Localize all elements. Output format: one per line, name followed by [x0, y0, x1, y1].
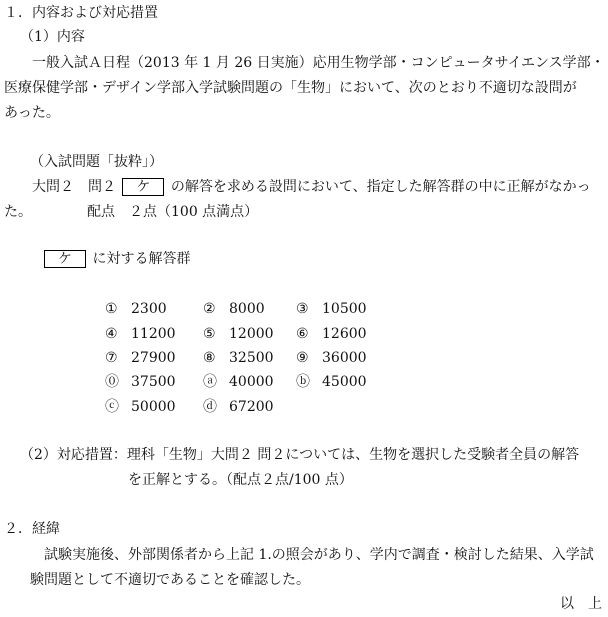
- question-line2: た。: [4, 204, 32, 220]
- sub2-line2: を正解とする。（配点２点/100 点）: [128, 472, 353, 488]
- sub1-heading: （1）内容: [20, 29, 85, 45]
- answer-choice: ⑨ 36000: [296, 350, 367, 366]
- question-suffix: の解答を求める設問において、指定した解答群の中に正解がなかっ: [170, 179, 591, 195]
- answer-choice: ⑥ 12600: [296, 326, 367, 342]
- answer-choice: ⑤ 12000: [203, 326, 274, 342]
- answer-choice: ⓑ 45000: [296, 374, 367, 390]
- answer-choice: ⓐ 40000: [203, 374, 274, 390]
- para1-line1: 一般入試Ａ日程（2013 年 1 月 26 日実施）応用生物学部・コンピュータサイエンス学部・: [32, 55, 605, 71]
- section1-heading: １．内容および対応措置: [4, 5, 158, 21]
- question-points: 配点 ２点（100 点満点）: [87, 204, 259, 220]
- answer-choice: ③ 10500: [296, 301, 367, 317]
- answer-choice: ⓒ 50000: [105, 399, 176, 415]
- question-prefix: 大問２ 問２: [32, 179, 116, 195]
- answer-choice: ⑦ 27900: [105, 350, 176, 366]
- answer-choice: ⑧ 32500: [203, 350, 274, 366]
- closing-text: 以 上: [560, 596, 602, 612]
- answer-choice: ⓓ 67200: [203, 399, 274, 415]
- question-box: ケ: [122, 178, 164, 196]
- para1-line3: あった。: [4, 105, 60, 121]
- answer-choice: ① 2300: [105, 301, 167, 317]
- answer-group-heading: [44, 250, 190, 268]
- para1-line2: 医療保健学部・デザイン学部入学試験問題の「生物」において、次のとおり不適切な設問が: [4, 80, 577, 96]
- section2-line2: 験問題として不適切であることを確認した。: [30, 572, 310, 588]
- answer-group-box: ケ: [44, 250, 86, 268]
- section2-heading: ２．経緯: [4, 521, 60, 537]
- excerpt-heading: （入試問題「抜粋」）: [30, 154, 163, 170]
- sub2-line1: （2）対応措置：理科「生物」大問２ 問２については、生物を選択した受験者全員の解答: [20, 447, 580, 463]
- answer-choice: ⓪ 37500: [105, 374, 176, 390]
- answer-choice: ④ 11200: [105, 326, 176, 342]
- answer-group-suffix: に対する解答群: [92, 251, 191, 267]
- answer-choice: ② 8000: [203, 301, 265, 317]
- section2-line1: 試験実施後、外部関係者から上記 1.の照会があり、学内で調査・検討した結果、入学試: [44, 547, 594, 563]
- question-line1: [32, 178, 591, 196]
